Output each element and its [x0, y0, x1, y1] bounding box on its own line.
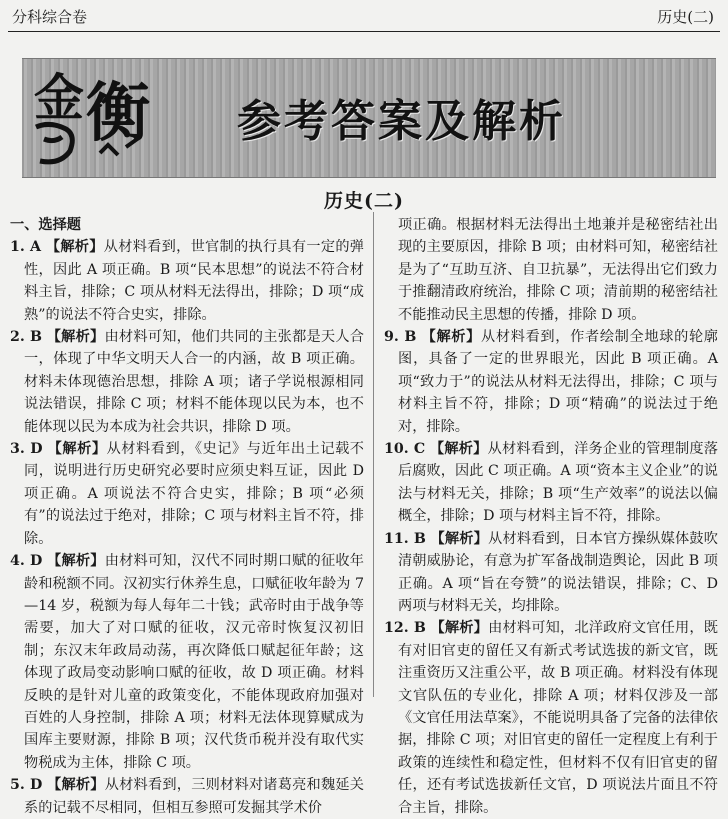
answer-number: 10. C — [384, 441, 426, 458]
section-title: 历史(二) — [324, 190, 404, 212]
answer-item — [384, 617, 718, 819]
analysis-tag: 【解析】 — [430, 620, 489, 637]
answer-item — [10, 550, 364, 774]
left-column — [10, 214, 364, 819]
answer-banner — [22, 58, 716, 178]
seal-logo-icon — [28, 61, 162, 175]
answer-text: 从材料看到，《史记》与近年出土记载不同，说明进行历史研究必要时应须史料互证，因此 D 项正确。A 项说法不符合史实，排除；B 项“必须有”的说法过于绝对，排除；C 项与材料主旨不符，排除。 — [24, 441, 364, 547]
answer-item — [10, 774, 364, 819]
header-rule — [8, 31, 720, 32]
right-column — [384, 214, 718, 819]
svg-text:金: 金 — [34, 68, 84, 127]
answer-text: 由材料可知，他们共同的主张都是天人合一，体现了中华文明天人合一的内涵，故 B 项正确。材料未体现德治思想，排除 A 项；诸子学说根源相同说法错误，排除 C 项；材料不能体现以民为本，也不能体现以民为本成为社会共识，排除 D 项。 — [24, 329, 364, 435]
analysis-tag: 【解析】 — [46, 329, 105, 346]
answer-number: 4. D — [10, 553, 43, 570]
answer-text: 从材料看到，世官制的执行具有一定的弹性，因此 A 项正确。B 项“民本思想”的说法不符合材料主旨，排除；C 项从材料无法得出，排除；D 项“成熟”的说法不符合史实，排除。 — [24, 239, 364, 323]
answer-text: 从材料看到，三则材料对诸葛亮和魏延关系的记载不尽相同，但相互参照可发掘其学术价 — [24, 777, 364, 816]
answer-number: 2. B — [10, 329, 42, 346]
analysis-tag: 【解析】 — [47, 777, 105, 794]
header-volume-label: 分科综合卷 — [12, 8, 88, 26]
answer-item — [384, 528, 718, 618]
answer-number: 9. B — [384, 329, 417, 346]
right-answer-list — [384, 326, 718, 819]
answer-number: 5. D — [10, 777, 43, 794]
answer-item — [384, 438, 718, 528]
section-heading: 一、选择题 — [10, 217, 81, 233]
answer-number: 3. D — [10, 441, 43, 458]
answer-text: 从材料看到，洋务企业的管理制度落后腐败，因此 C 项正确。A 项“资本主义企业”的说法与材料无关，排除；B 项“生产效率”的说法以偏概全，排除；D 项与材料主旨不符，排除。 — [398, 441, 718, 525]
answer-item — [10, 438, 364, 550]
analysis-tag: 【解析】 — [47, 553, 105, 570]
analysis-tag: 【解析】 — [429, 441, 488, 458]
banner-title: 参考答案及解析 — [237, 96, 566, 147]
column-divider — [373, 212, 374, 697]
header-subject-label: 历史(二) — [657, 8, 714, 26]
answer-item — [384, 326, 718, 438]
analysis-tag: 【解析】 — [421, 329, 482, 346]
analysis-tag: 【解析】 — [45, 239, 104, 256]
analysis-tag: 【解析】 — [430, 530, 489, 547]
answer-text: 从材料看到，作者绘制全地球的轮廓图，具备了一定的世界眼光，因此 B 项正确。A 项“致力于”的说法从材料无法得出，排除；C 项与材料主旨不符，排除；D 项“精确”的说法过于绝对，排除。 — [398, 329, 718, 435]
answer-number: 11. B — [384, 530, 426, 547]
answer-text: 从材料看到，日本官方操纵媒体鼓吹清朝威胁论，有意为扩军备战制造舆论，因此 B 项正确。A 项“旨在夸赞”的说法错误，排除；C、D 两项与材料无关，均排除。 — [398, 530, 718, 614]
answer-text: 由材料可知，汉代不同时期口赋的征收年龄和税额不同。汉初实行休养生息，口赋征收年龄为 7—14 岁，税额为每人每年二十钱；武帝时由于战争等需要，加大了对口赋的征收，汉元帝时恢复汉初旧制；东汉末年政局动荡，再次降低口赋起征年龄；这体现了政局变动影响口赋的征收，故 D 项正确。材料反映的是针对儿童的政策变化，不能体现政府加强对百姓的人身控制，排除 A 项；材料无法体现算赋成为国库主要财源，排除 B 项；汉代货币税并没有取代实物税成为主体，排除 C 项。 — [24, 553, 364, 771]
answer-number: 1. A — [10, 239, 42, 256]
answer-continuation: 项正确。根据材料无法得出土地兼并是秘密结社出现的主要原因，排除 B 项；由材料可知，秘密结社是为了“互助互济、自卫抗暴”，无法得出它们致力于推翻清政府统治，排除 C 项；清前期的秘密结社不能推动民主思想的传播，排除 D 项。 — [398, 217, 718, 323]
answer-item — [10, 326, 364, 438]
answer-number: 12. B — [384, 620, 426, 637]
answer-item — [10, 236, 364, 326]
answer-text: 由材料可知，北洋政府文官任用，既有对旧官吏的留任又有新式考试选拔的新文官，既注重资历又注重公平，故 B 项正确。材料没有体现文官队伍的专业化，排除 A 项；材料仅涉及一部《文官任用法草案》，不能说明具备了完备的法律依据，排除 C 项；对旧官吏的留任一定程度上有利于政策的连续性和稳定性，但材料不仅有旧官吏的留任，还有考试选拔新任文官，D 项说法片面且不符合主旨，排除。 — [398, 620, 718, 816]
svg-text:衡: 衡 — [86, 76, 150, 151]
left-answer-list — [10, 236, 364, 819]
analysis-tag: 【解析】 — [47, 441, 107, 458]
